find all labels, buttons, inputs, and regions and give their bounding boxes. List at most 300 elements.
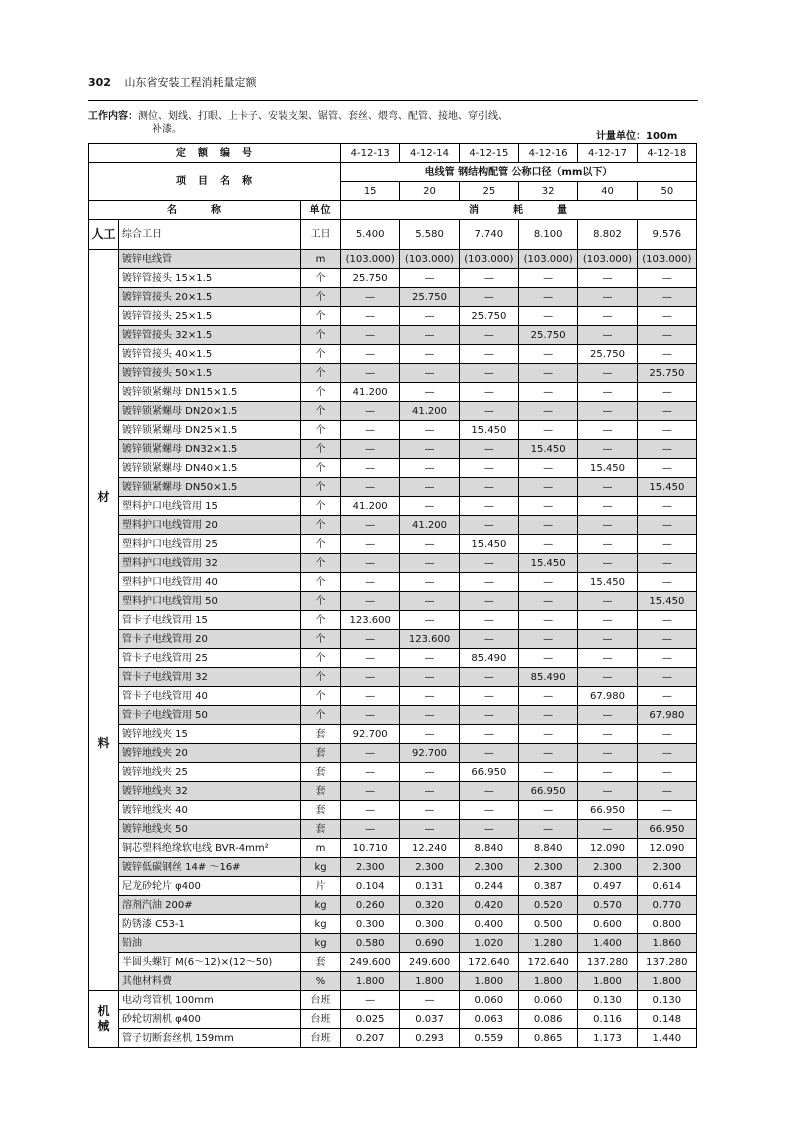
material-row xyxy=(89,801,697,820)
material-value: — xyxy=(341,820,400,839)
machinery-value: 0.148 xyxy=(637,1010,696,1029)
page-number: 302 xyxy=(88,76,111,89)
material-value: 15.450 xyxy=(459,535,518,554)
material-value: — xyxy=(400,573,459,592)
material-value: — xyxy=(519,269,578,288)
machinery-value: 0.063 xyxy=(459,1010,518,1029)
material-value: — xyxy=(400,478,459,497)
material-value: 15.450 xyxy=(519,554,578,573)
material-value: — xyxy=(578,402,637,421)
material-value: — xyxy=(578,497,637,516)
machinery-value: — xyxy=(341,991,400,1010)
material-value: (103.000) xyxy=(341,250,400,269)
material-value: — xyxy=(459,383,518,402)
material-value: 12.090 xyxy=(637,839,696,858)
page-header xyxy=(88,74,698,90)
machinery-unit: 台班 xyxy=(301,991,341,1010)
material-value: — xyxy=(400,592,459,611)
material-value: 0.260 xyxy=(341,896,400,915)
material-value: — xyxy=(341,801,400,820)
machinery-value: 0.559 xyxy=(459,1029,518,1048)
material-unit: 个 xyxy=(301,649,341,668)
material-value: 15.450 xyxy=(519,440,578,459)
material-value: — xyxy=(578,630,637,649)
material-value: 123.600 xyxy=(341,611,400,630)
labor-value: 5.580 xyxy=(400,220,459,250)
material-value: — xyxy=(578,592,637,611)
material-unit: 套 xyxy=(301,763,341,782)
machinery-name: 管子切断套丝机 159mm xyxy=(119,1029,301,1048)
material-name: 铅油 xyxy=(119,934,301,953)
material-unit: 个 xyxy=(301,478,341,497)
material-value: 85.490 xyxy=(519,668,578,687)
material-name: 塑料护口电线管用 32 xyxy=(119,554,301,573)
material-value: 41.200 xyxy=(400,516,459,535)
material-value: — xyxy=(578,820,637,839)
material-value: — xyxy=(578,269,637,288)
material-value: 12.090 xyxy=(578,839,637,858)
material-unit: 个 xyxy=(301,573,341,592)
material-value: — xyxy=(459,326,518,345)
material-value: — xyxy=(459,630,518,649)
consumption-header: 消 耗 量 xyxy=(341,201,697,220)
material-value: 1.800 xyxy=(400,972,459,991)
material-value: — xyxy=(578,535,637,554)
material-category-bottom: 料 xyxy=(97,736,110,750)
material-name: 镀锌地线夹 32 xyxy=(119,782,301,801)
material-value: — xyxy=(341,763,400,782)
size-value: 15 xyxy=(341,182,400,201)
book-title: 山东省安装工程消耗量定额 xyxy=(124,76,257,89)
material-value: — xyxy=(637,649,696,668)
material-row xyxy=(89,516,697,535)
material-value: — xyxy=(578,725,637,744)
material-value: — xyxy=(519,706,578,725)
material-value: — xyxy=(578,421,637,440)
material-value: — xyxy=(341,706,400,725)
material-unit: 个 xyxy=(301,402,341,421)
material-value: 0.400 xyxy=(459,915,518,934)
material-value: 0.770 xyxy=(637,896,696,915)
material-value: — xyxy=(578,383,637,402)
quota-code: 4-12-13 xyxy=(341,144,400,163)
material-row xyxy=(89,744,697,763)
material-name: 铜芯塑料绝缘软电线 BVR-4mm² xyxy=(119,839,301,858)
unit-column-header: 单位 xyxy=(301,201,341,220)
material-value: 0.497 xyxy=(578,877,637,896)
material-value: (103.000) xyxy=(400,250,459,269)
material-unit: 个 xyxy=(301,364,341,383)
material-unit: 套 xyxy=(301,744,341,763)
material-value: — xyxy=(459,611,518,630)
material-value: — xyxy=(519,725,578,744)
material-value: — xyxy=(637,516,696,535)
material-row xyxy=(89,326,697,345)
material-value: — xyxy=(637,269,696,288)
material-value: — xyxy=(459,459,518,478)
machinery-value: 0.086 xyxy=(519,1010,578,1029)
material-value: — xyxy=(341,478,400,497)
material-name: 镀锌锁紧螺母 DN50×1.5 xyxy=(119,478,301,497)
material-value: — xyxy=(459,820,518,839)
material-value: 41.200 xyxy=(341,497,400,516)
material-category xyxy=(89,250,119,991)
material-value: — xyxy=(519,535,578,554)
material-row xyxy=(89,288,697,307)
material-value: — xyxy=(459,573,518,592)
labor-value: 8.802 xyxy=(578,220,637,250)
material-value: — xyxy=(400,345,459,364)
machinery-value: 0.130 xyxy=(578,991,637,1010)
material-value: — xyxy=(578,307,637,326)
name-column-header: 名 称 xyxy=(89,201,301,220)
material-value: — xyxy=(341,364,400,383)
material-unit: 个 xyxy=(301,516,341,535)
material-value: 2.300 xyxy=(400,858,459,877)
material-value: — xyxy=(459,269,518,288)
material-row xyxy=(89,953,697,972)
size-value: 40 xyxy=(578,182,637,201)
material-value: — xyxy=(637,421,696,440)
material-value: 41.200 xyxy=(341,383,400,402)
material-unit: 个 xyxy=(301,687,341,706)
material-value: — xyxy=(459,725,518,744)
material-value: — xyxy=(578,364,637,383)
material-value: — xyxy=(341,592,400,611)
material-value: — xyxy=(341,630,400,649)
material-value: 66.950 xyxy=(519,782,578,801)
material-name: 尼龙砂轮片 φ400 xyxy=(119,877,301,896)
material-value: — xyxy=(519,288,578,307)
material-value: — xyxy=(519,421,578,440)
material-row xyxy=(89,364,697,383)
material-value: — xyxy=(519,611,578,630)
quota-code: 4-12-14 xyxy=(400,144,459,163)
material-value: — xyxy=(519,630,578,649)
material-value: — xyxy=(400,440,459,459)
material-value: — xyxy=(400,421,459,440)
material-name: 镀锌管接头 40×1.5 xyxy=(119,345,301,364)
material-value: 1.800 xyxy=(578,972,637,991)
material-value: 2.300 xyxy=(637,858,696,877)
material-value: — xyxy=(637,782,696,801)
material-value: — xyxy=(341,554,400,573)
material-row xyxy=(89,573,697,592)
material-value: — xyxy=(519,364,578,383)
material-value: — xyxy=(637,611,696,630)
material-value: — xyxy=(637,402,696,421)
material-name: 防锈漆 C53-1 xyxy=(119,915,301,934)
material-value: 249.600 xyxy=(341,953,400,972)
material-row xyxy=(89,535,697,554)
column-header-row xyxy=(89,201,697,220)
machinery-category: 机械 xyxy=(89,991,119,1048)
material-value: — xyxy=(459,345,518,364)
machinery-name: 砂轮切割机 φ400 xyxy=(119,1010,301,1029)
material-unit: kg xyxy=(301,858,341,877)
material-value: — xyxy=(341,535,400,554)
material-value: 25.750 xyxy=(341,269,400,288)
material-value: 25.750 xyxy=(578,345,637,364)
material-unit: kg xyxy=(301,934,341,953)
material-unit: 个 xyxy=(301,459,341,478)
material-unit: kg xyxy=(301,915,341,934)
labor-unit: 工日 xyxy=(301,220,341,250)
machinery-value: 0.116 xyxy=(578,1010,637,1029)
material-value: — xyxy=(519,573,578,592)
material-name: 镀锌地线夹 20 xyxy=(119,744,301,763)
machinery-row xyxy=(89,1029,697,1048)
material-unit: % xyxy=(301,972,341,991)
material-value: 66.950 xyxy=(578,801,637,820)
material-unit: 个 xyxy=(301,440,341,459)
material-value: — xyxy=(459,288,518,307)
material-value: — xyxy=(400,687,459,706)
material-value: — xyxy=(519,459,578,478)
material-value: 8.840 xyxy=(519,839,578,858)
size-value: 50 xyxy=(637,182,696,201)
material-value: (103.000) xyxy=(459,250,518,269)
material-value: 0.520 xyxy=(519,896,578,915)
material-value: — xyxy=(341,421,400,440)
material-name: 镀锌管接头 20×1.5 xyxy=(119,288,301,307)
material-row xyxy=(89,383,697,402)
material-value: — xyxy=(341,402,400,421)
material-value: 0.690 xyxy=(400,934,459,953)
material-value: — xyxy=(459,592,518,611)
material-row xyxy=(89,592,697,611)
material-value: 123.600 xyxy=(400,630,459,649)
material-name: 塑料护口电线管用 25 xyxy=(119,535,301,554)
material-name: 管卡子电线管用 25 xyxy=(119,649,301,668)
material-value: — xyxy=(341,307,400,326)
quota-code: 4-12-16 xyxy=(519,144,578,163)
material-name: 管卡子电线管用 15 xyxy=(119,611,301,630)
size-value: 32 xyxy=(519,182,578,201)
material-row xyxy=(89,345,697,364)
material-value: 0.800 xyxy=(637,915,696,934)
material-value: — xyxy=(400,782,459,801)
material-name: 镀锌地线夹 50 xyxy=(119,820,301,839)
material-value: — xyxy=(341,649,400,668)
size-value: 20 xyxy=(400,182,459,201)
material-value: (103.000) xyxy=(519,250,578,269)
material-value: 15.450 xyxy=(637,478,696,497)
size-value: 25 xyxy=(459,182,518,201)
material-value: — xyxy=(637,668,696,687)
material-name: 镀锌管接头 32×1.5 xyxy=(119,326,301,345)
material-value: — xyxy=(519,744,578,763)
material-name: 其他材料费 xyxy=(119,972,301,991)
material-unit: 个 xyxy=(301,288,341,307)
material-name: 镀锌地线夹 40 xyxy=(119,801,301,820)
material-row xyxy=(89,402,697,421)
material-value: — xyxy=(637,326,696,345)
quota-code: 4-12-15 xyxy=(459,144,518,163)
material-unit: 套 xyxy=(301,953,341,972)
material-value: — xyxy=(400,763,459,782)
material-unit: 个 xyxy=(301,668,341,687)
material-value: 25.750 xyxy=(459,307,518,326)
material-row xyxy=(89,706,697,725)
material-value: — xyxy=(341,782,400,801)
material-value: — xyxy=(578,478,637,497)
labor-value: 9.576 xyxy=(637,220,696,250)
material-value: 67.980 xyxy=(637,706,696,725)
material-value: 25.750 xyxy=(637,364,696,383)
material-value: 67.980 xyxy=(578,687,637,706)
material-value: 2.300 xyxy=(519,858,578,877)
material-value: 0.320 xyxy=(400,896,459,915)
material-value: — xyxy=(519,383,578,402)
material-value: — xyxy=(578,706,637,725)
material-value: — xyxy=(459,497,518,516)
material-row xyxy=(89,858,697,877)
material-value: — xyxy=(400,497,459,516)
machinery-unit: 台班 xyxy=(301,1029,341,1048)
material-name: 塑料护口电线管用 15 xyxy=(119,497,301,516)
material-value: — xyxy=(637,345,696,364)
material-unit: 个 xyxy=(301,269,341,288)
machinery-name: 电动弯管机 100mm xyxy=(119,991,301,1010)
material-unit: 个 xyxy=(301,535,341,554)
material-value: 1.800 xyxy=(519,972,578,991)
material-row xyxy=(89,915,697,934)
material-value: — xyxy=(400,554,459,573)
material-unit: 个 xyxy=(301,421,341,440)
material-unit: 个 xyxy=(301,630,341,649)
material-value: 66.950 xyxy=(637,820,696,839)
material-value: — xyxy=(637,288,696,307)
material-value: 2.300 xyxy=(578,858,637,877)
material-value: 2.300 xyxy=(459,858,518,877)
material-unit: 个 xyxy=(301,706,341,725)
material-unit: 个 xyxy=(301,383,341,402)
material-value: — xyxy=(578,554,637,573)
machinery-value: 0.060 xyxy=(519,991,578,1010)
material-name: 镀锌管接头 15×1.5 xyxy=(119,269,301,288)
material-value: — xyxy=(578,649,637,668)
material-value: — xyxy=(519,478,578,497)
material-value: — xyxy=(519,649,578,668)
material-value: — xyxy=(341,687,400,706)
material-value: — xyxy=(400,649,459,668)
material-value: 0.580 xyxy=(341,934,400,953)
material-unit: 个 xyxy=(301,345,341,364)
material-row xyxy=(89,440,697,459)
machinery-value: 0.293 xyxy=(400,1029,459,1048)
labor-value: 5.400 xyxy=(341,220,400,250)
material-unit: kg xyxy=(301,896,341,915)
material-value: 1.800 xyxy=(637,972,696,991)
material-name: 镀锌低碳钢丝 14# ～16# xyxy=(119,858,301,877)
material-value: — xyxy=(578,288,637,307)
material-row xyxy=(89,839,697,858)
material-value: 137.280 xyxy=(578,953,637,972)
material-value: — xyxy=(637,725,696,744)
material-value: — xyxy=(400,535,459,554)
material-value: 92.700 xyxy=(400,744,459,763)
material-value: — xyxy=(459,801,518,820)
labor-row xyxy=(89,220,697,250)
material-unit: 套 xyxy=(301,801,341,820)
material-value: — xyxy=(519,687,578,706)
material-row xyxy=(89,421,697,440)
material-unit: 片 xyxy=(301,877,341,896)
material-value: 10.710 xyxy=(341,839,400,858)
material-name: 管卡子电线管用 32 xyxy=(119,668,301,687)
material-value: 8.840 xyxy=(459,839,518,858)
code-header: 定 额 编 号 xyxy=(89,144,341,163)
material-value: 172.640 xyxy=(519,953,578,972)
material-value: — xyxy=(637,801,696,820)
material-row xyxy=(89,554,697,573)
material-name: 镀锌锁紧螺母 DN20×1.5 xyxy=(119,402,301,421)
material-value: — xyxy=(578,744,637,763)
material-value: — xyxy=(341,744,400,763)
material-value: — xyxy=(578,763,637,782)
material-value: — xyxy=(578,611,637,630)
material-value: — xyxy=(578,516,637,535)
material-value: — xyxy=(519,516,578,535)
material-value: — xyxy=(459,516,518,535)
material-row xyxy=(89,972,697,991)
material-value: 2.300 xyxy=(341,858,400,877)
machinery-value: 1.440 xyxy=(637,1029,696,1048)
material-value: 0.600 xyxy=(578,915,637,934)
material-row xyxy=(89,459,697,478)
material-value: — xyxy=(578,782,637,801)
material-value: — xyxy=(341,573,400,592)
material-name: 镀锌管接头 25×1.5 xyxy=(119,307,301,326)
material-value: — xyxy=(341,288,400,307)
material-value: 0.614 xyxy=(637,877,696,896)
measurement-unit: 计量单位：100m xyxy=(596,131,678,142)
material-value: — xyxy=(341,345,400,364)
material-value: — xyxy=(459,440,518,459)
material-value: 1.800 xyxy=(459,972,518,991)
material-value: 0.104 xyxy=(341,877,400,896)
material-name: 镀锌锁紧螺母 DN40×1.5 xyxy=(119,459,301,478)
material-row xyxy=(89,668,697,687)
work-content-line-2: 补漆。 xyxy=(152,124,182,135)
material-unit: 个 xyxy=(301,497,341,516)
material-value: (103.000) xyxy=(637,250,696,269)
header-divider xyxy=(88,100,698,101)
material-value: — xyxy=(459,706,518,725)
material-value: — xyxy=(459,744,518,763)
material-value: — xyxy=(578,326,637,345)
material-row xyxy=(89,877,697,896)
material-value: 25.750 xyxy=(519,326,578,345)
material-value: 0.420 xyxy=(459,896,518,915)
material-row xyxy=(89,250,697,269)
labor-name: 综合工日 xyxy=(119,220,301,250)
labor-category: 人工 xyxy=(89,220,119,250)
material-row xyxy=(89,497,697,516)
material-row xyxy=(89,725,697,744)
material-value: — xyxy=(519,763,578,782)
material-value: — xyxy=(519,820,578,839)
material-value: 1.860 xyxy=(637,934,696,953)
machinery-value: 0.865 xyxy=(519,1029,578,1048)
material-value: — xyxy=(637,630,696,649)
material-value: — xyxy=(637,535,696,554)
material-row xyxy=(89,687,697,706)
material-value: — xyxy=(637,383,696,402)
material-name: 塑料护口电线管用 20 xyxy=(119,516,301,535)
machinery-value: 0.060 xyxy=(459,991,518,1010)
